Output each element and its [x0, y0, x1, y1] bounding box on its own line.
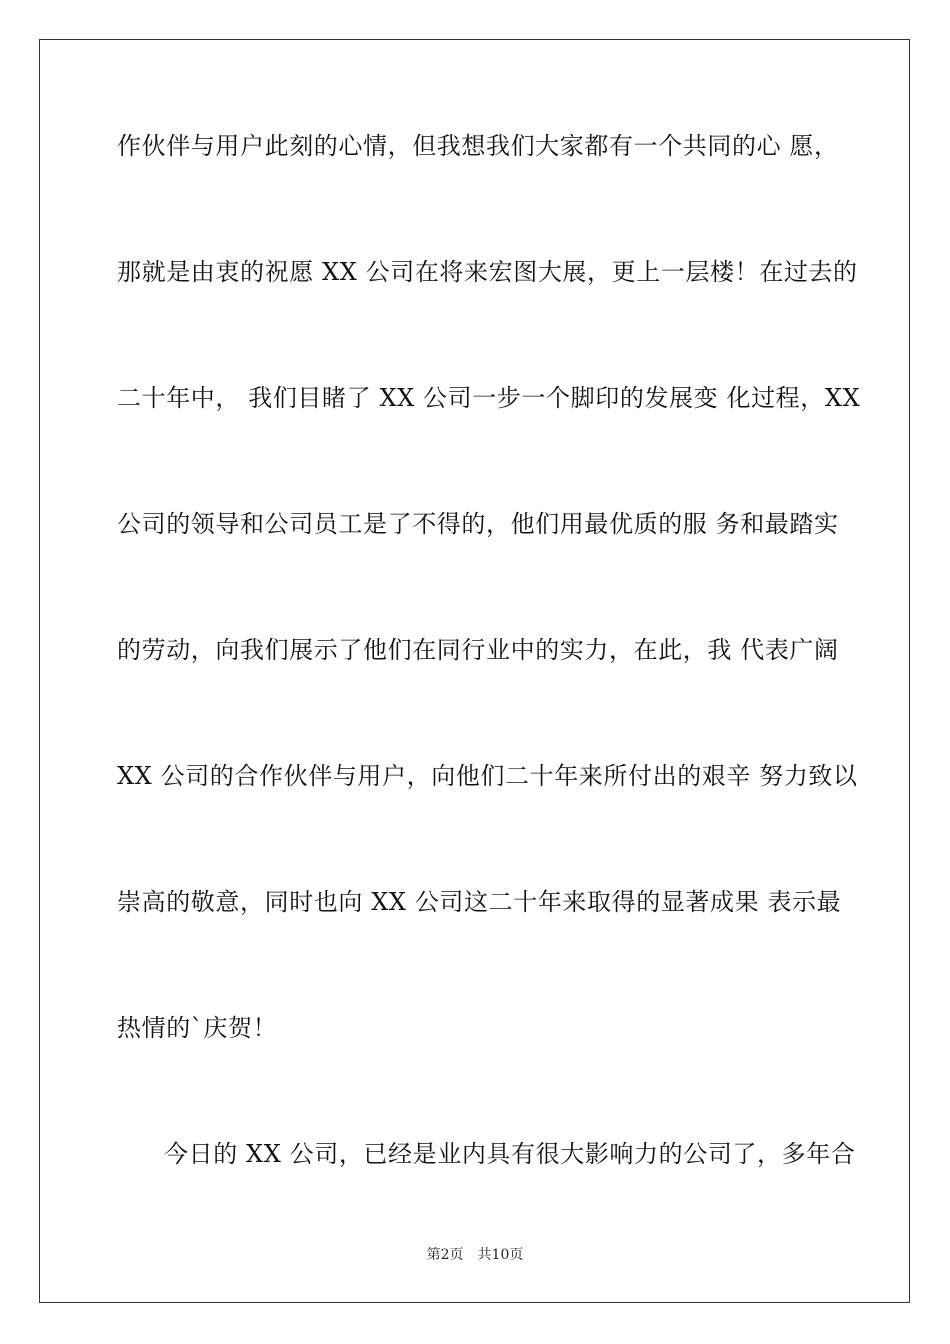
text-line: 的劳动，向我们展示了他们在同行业中的实力，在此，我 代表广阔: [117, 636, 839, 664]
page-number: 第2页: [426, 1247, 464, 1263]
text-line: 那就是由衷的祝愿 XX 公司在将来宏图大展，更上一层楼！在过去的: [117, 258, 858, 286]
text-line: 崇高的敬意，同时也向 XX 公司这二十年来取得的显著成果 表示最: [117, 888, 842, 916]
page-footer: [0, 1245, 950, 1265]
total-pages: 共10页: [477, 1247, 524, 1263]
paragraph-start-line: 今日的 XX 公司，已经是业内具有很大影响力的公司了，多年合: [164, 1140, 856, 1168]
text-line: 公司的领导和公司员工是了不得的，他们用最优质的服 务和最踏实: [117, 510, 839, 538]
text-line: 二十年中， 我们目睹了 XX 公司一步一个脚印的发展变 化过程，XX: [117, 384, 861, 412]
text-line: 作伙伴与用户此刻的心情，但我想我们大家都有一个共同的心 愿，: [117, 132, 839, 160]
text-line: XX 公司的合作伙伴与用户，向他们二十年来所付出的艰辛 努力致以: [117, 762, 858, 790]
text-line: 热情的`庆贺！: [117, 1014, 278, 1042]
